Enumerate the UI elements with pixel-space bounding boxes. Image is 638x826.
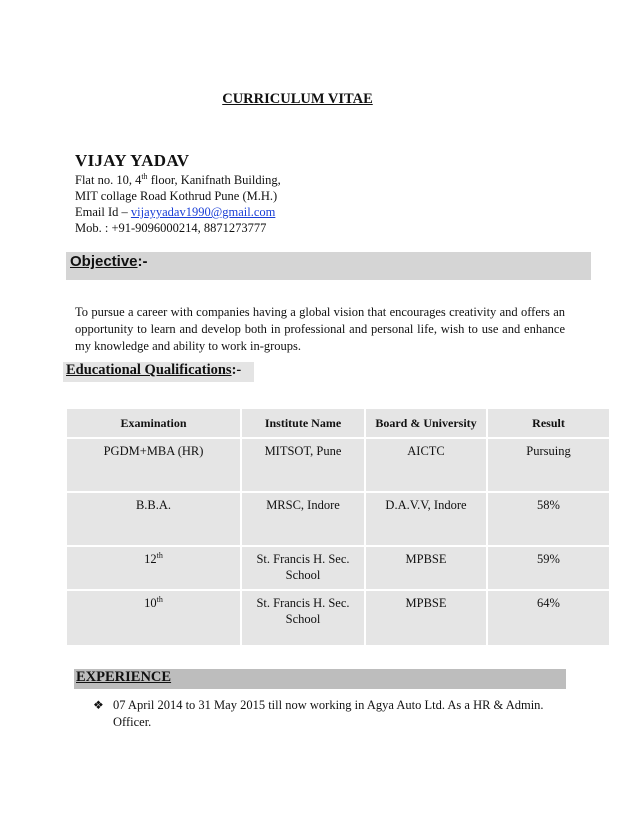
address-line-1-pre: Flat no. 10, 4 (75, 173, 142, 187)
board-cell: AICTC (365, 438, 487, 492)
objective-heading-text: Objective (70, 253, 138, 270)
education-table (65, 407, 611, 647)
experience-heading: EXPERIENCE (76, 669, 172, 685)
column-header-board: Board & University (365, 408, 487, 438)
column-header-examination: Examination (66, 408, 241, 438)
candidate-name: VIJAY YADAV (75, 151, 190, 170)
result-cell: 64% (487, 590, 610, 646)
address-line-1-post: floor, Kanifnath Building, (147, 173, 281, 187)
column-header-institute: Institute Name (241, 408, 365, 438)
institute-cell: MITSOT, Pune (241, 438, 365, 492)
exam-name: 10 (144, 596, 157, 610)
column-header-result: Result (487, 408, 610, 438)
exam-cell (66, 492, 241, 546)
table-row (66, 590, 610, 646)
board-cell: MPBSE (365, 590, 487, 646)
board-cell: MPBSE (365, 546, 487, 590)
institute-cell: St. Francis H. Sec. School (241, 590, 365, 646)
result-cell: 58% (487, 492, 610, 546)
email-link[interactable]: vijayyadav1990@gmail.com (130, 205, 276, 219)
exam-cell (66, 590, 241, 646)
experience-item: 07 April 2014 to 31 May 2015 till now working in Agya Auto Ltd. As a HR & Admin. Officer. (113, 698, 544, 729)
address-line-1-sup: th (141, 171, 148, 181)
result-cell: Pursuing (487, 438, 610, 492)
education-heading-text: Educational Qualifications (66, 362, 232, 378)
email-line (75, 204, 275, 220)
education-heading (66, 362, 241, 379)
table-header-row (66, 408, 610, 438)
board-cell: D.A.V.V, Indore (365, 492, 487, 546)
institute-cell: MRSC, Indore (241, 492, 365, 546)
result-cell: 59% (487, 546, 610, 590)
objective-heading-suffix: :- (137, 253, 148, 270)
education-heading-suffix: :- (231, 362, 242, 378)
exam-name: PGDM+MBA (HR) (103, 444, 204, 458)
mobile-line: Mob. : +91-9096000214, 8871273777 (75, 221, 267, 235)
exam-sup: th (156, 550, 163, 560)
institute-cell: St. Francis H. Sec. School (241, 546, 365, 590)
objective-text: To pursue a career with companies having a global vision that encourages creativity and offers an opportunity to learn and develop both in professional and personal life, wish to use and enhance my knowledge and ability to work in-groups. (75, 305, 565, 353)
address-line-1 (75, 172, 281, 188)
table-row (66, 438, 610, 492)
exam-cell (66, 438, 241, 492)
address-line-2: MIT collage Road Kothrud Pune (M.H.) (75, 189, 278, 203)
table-row (66, 546, 610, 590)
table-row (66, 492, 610, 546)
exam-name: 12 (144, 552, 157, 566)
email-label: Email Id – (75, 205, 131, 219)
exam-cell (66, 546, 241, 590)
exam-name: B.B.A. (135, 498, 172, 512)
objective-heading (70, 253, 148, 270)
diamond-bullet-icon: ❖ (93, 698, 104, 712)
document-title: CURRICULUM VITAE (222, 91, 373, 107)
exam-sup: th (156, 594, 163, 604)
